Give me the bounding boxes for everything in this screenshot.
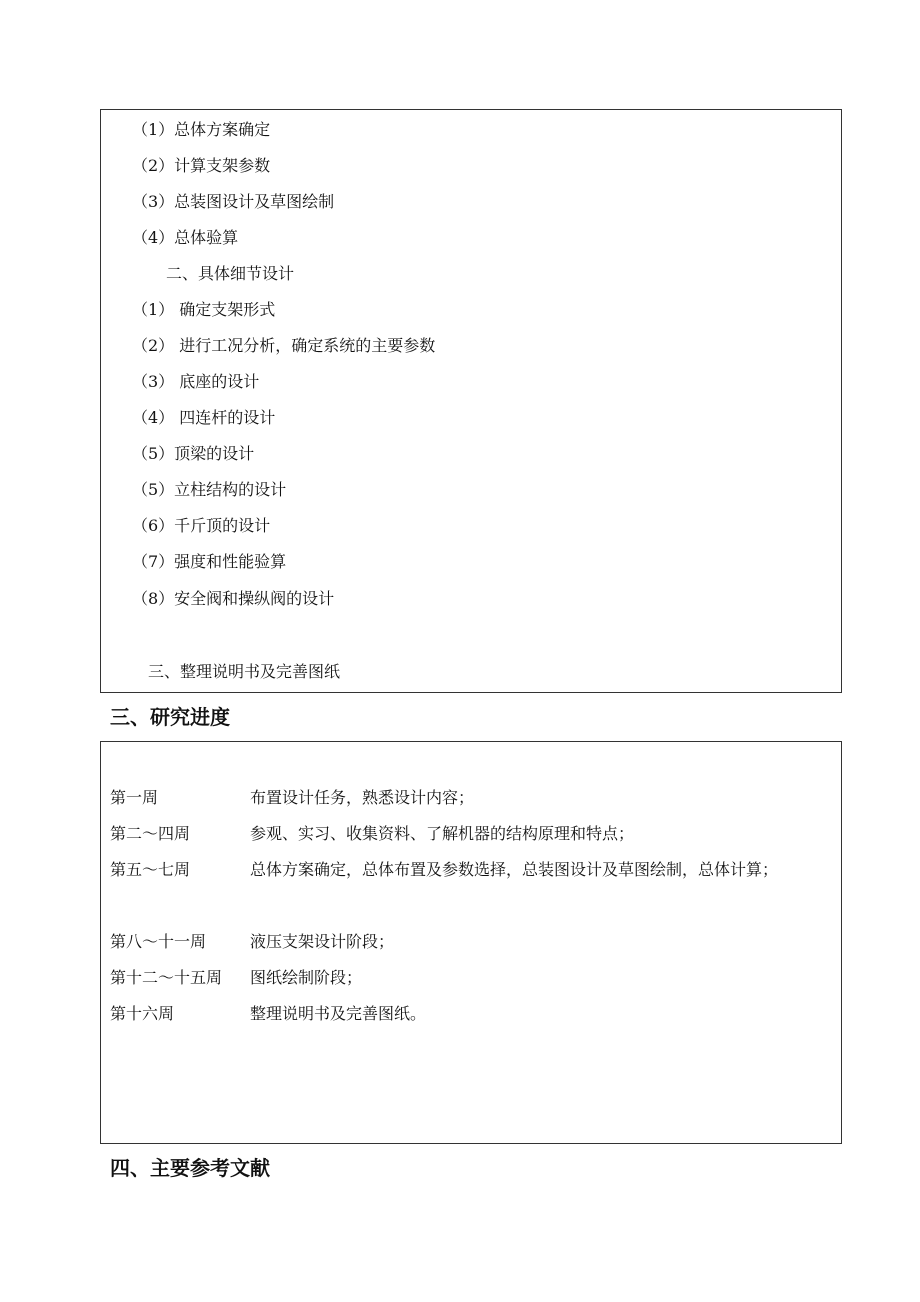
schedule-week: 第十二～十五周 [110,968,223,987]
content-item: （8）安全阀和操纵阀的设计 [132,589,335,608]
progress-heading: 三、研究进度 [110,705,230,729]
schedule-week: 第二～四周 [110,824,191,843]
content-item: （5）顶梁的设计 [132,444,255,463]
schedule-task: 液压支架设计阶段； [250,932,395,951]
content-item: （1） 确定支架形式 [132,300,276,319]
content-item: （4） 四连杆的设计 [132,408,276,427]
schedule-week: 第十六周 [110,1004,175,1023]
schedule-task: 总体方案确定，总体布置及参数选择，总装图设计及草图绘制，总体计算； [250,860,779,879]
content-item: （2）计算支架参数 [132,156,271,175]
references-heading: 四、主要参考文献 [110,1156,270,1180]
schedule-task: 图纸绘制阶段； [250,968,363,987]
content-subheading: 二、具体细节设计 [166,264,295,283]
schedule-week: 第八～十一周 [110,932,207,951]
content-item: （4）总体验算 [132,228,239,247]
schedule-week: 第一周 [110,788,159,807]
schedule-week: 第五～七周 [110,860,191,879]
schedule-task: 整理说明书及完善图纸。 [250,1004,427,1023]
content-item: （5）立柱结构的设计 [132,480,287,499]
schedule-task: 参观、实习、收集资料、了解机器的结构原理和特点； [250,824,635,843]
content-item: （7）强度和性能验算 [132,552,287,571]
content-item: （3） 底座的设计 [132,372,260,391]
content-item: （6）千斤顶的设计 [132,516,271,535]
content-item: （3）总装图设计及草图绘制 [132,192,335,211]
content-item: （1）总体方案确定 [132,120,271,139]
schedule-task: 布置设计任务，熟悉设计内容； [250,788,475,807]
content-subheading: 三、整理说明书及完善图纸 [148,662,341,681]
content-item: （2） 进行工况分析，确定系统的主要参数 [132,336,436,355]
